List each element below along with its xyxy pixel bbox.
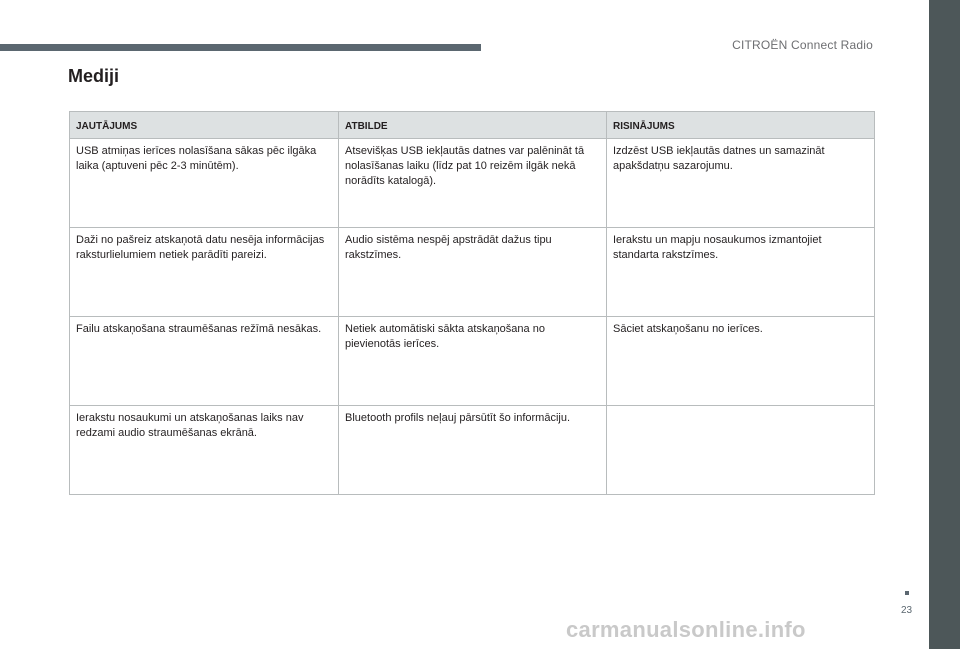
page-number: 23 — [901, 605, 913, 616]
brand-header: CITROËN Connect Radio — [732, 38, 873, 52]
watermark: carmanualsonline.info — [566, 617, 806, 642]
page-marker — [905, 591, 909, 595]
answer-cell: Netiek automātiski sākta atskaņošana no pievienotās ierīces. — [339, 317, 607, 406]
solution-cell — [607, 406, 875, 495]
question-cell: Daži no pašreiz atskaņotā datu nesēja informācijas raksturlielumiem netiek parādīti pareizi. — [70, 228, 339, 317]
table-row — [70, 317, 875, 406]
table-header-row — [70, 112, 875, 139]
solution-cell: Sāciet atskaņošanu no ierīces. — [607, 317, 875, 406]
solution-cell: Izdzēst USB iekļautās datnes un samazināt apakšdatņu sazarojumu. — [607, 139, 875, 228]
table-row — [70, 406, 875, 495]
side-band — [929, 0, 960, 649]
question-cell: USB atmiņas ierīces nolasīšana sākas pēc ilgāka laika (aptuveni pēc 2-3 minūtēm). — [70, 139, 339, 228]
question-cell: Failu atskaņošana straumēšanas režīmā nesākas. — [70, 317, 339, 406]
header-solution: RISINĀJUMS — [607, 112, 875, 139]
answer-cell: Audio sistēma nespēj apstrādāt dažus tipu rakstzīmes. — [339, 228, 607, 317]
question-cell: Ierakstu nosaukumi un atskaņošanas laiks nav redzami audio straumēšanas ekrānā. — [70, 406, 339, 495]
header-question: JAUTĀJUMS — [70, 112, 339, 139]
solution-cell: Ierakstu un mapju nosaukumos izmantojiet standarta rakstzīmes. — [607, 228, 875, 317]
page-title: Mediji — [68, 66, 120, 86]
answer-cell: Bluetooth profils neļauj pārsūtīt šo informāciju. — [339, 406, 607, 495]
table-row — [70, 228, 875, 317]
header-answer: ATBILDE — [339, 112, 607, 139]
header-rule — [0, 44, 481, 51]
answer-cell: Atsevišķas USB iekļautās datnes var palēnināt tā nolasīšanas laiku (līdz pat 10 reizēm ilgāk nekā norādīts katalogā). — [339, 139, 607, 228]
faq-table — [69, 111, 875, 495]
table-row — [70, 139, 875, 228]
